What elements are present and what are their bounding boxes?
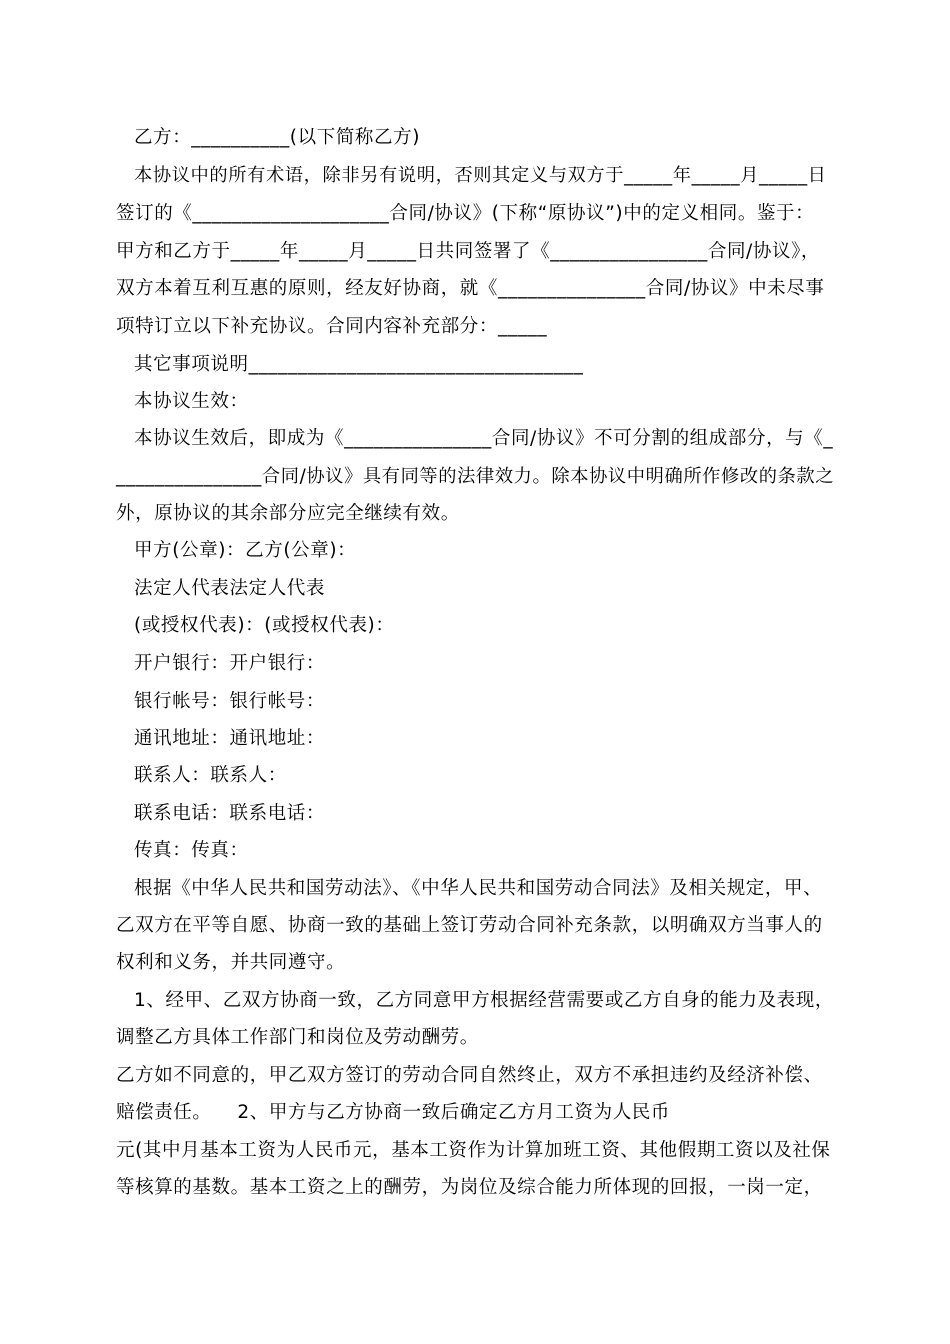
account-line: 银行帐号：银行帐号： [134, 691, 326, 712]
fax-line: 传真：传真： [134, 840, 249, 861]
text-line: 甲方和乙方于_____年_____月_____日共同签署了《________________合同/协议》， [116, 241, 821, 262]
contact-line: 联系人：联系人： [134, 765, 287, 786]
text-line: 权利和义务，并共同遵守。 [116, 952, 346, 973]
text-line: _______________合同/协议》具有同等的法律效力。除本协议中明确所作修改的条款之 [116, 466, 835, 487]
text-line-other-matters: 其它事项说明__________________________________ [134, 354, 584, 375]
text-line: 本协议生效后，即成为《_______________合同/协议》不可分割的组成部分，与《_ [134, 428, 834, 449]
bank-line: 开户银行：开户银行： [134, 653, 326, 674]
text-line: 项特订立以下补充协议。合同内容补充部分：_____ [116, 316, 548, 337]
text-line: 乙方如不同意的，甲乙双方签订的劳动合同自然终止，双方不承担违约及经济补偿、 [116, 1065, 823, 1086]
text-line: 签订的《____________________合同/协议》(下称“原协议”)中的定义相同。鉴于： [116, 203, 815, 224]
text-line: 根据《中华人民共和国劳动法》、《中华人民共和国劳动合同法》及相关规定，甲、 [134, 878, 823, 899]
signature-seal-line: 甲方(公章)：乙方(公章)： [134, 540, 357, 561]
text-line: 等核算的基数。基本工资之上的酬劳，为岗位及综合能力所体现的回报，一岗一定， [116, 1177, 823, 1198]
text-line-effective-heading: 本协议生效： [134, 391, 249, 412]
text-line-party-b: 乙方：__________(以下简称乙方) [134, 127, 421, 148]
text-line: 本协议中的所有术语，除非另有说明，否则其定义与双方于_____年_____月_____日 [134, 165, 827, 186]
signature-representative-line: 法定人代表法定人代表 [134, 578, 326, 599]
text-line: 调整乙方具体工作部门和岗位及劳动酬劳。 [116, 1027, 479, 1048]
address-line: 通讯地址：通讯地址： [134, 728, 326, 749]
clause-2-line: 赔偿责任。 2、甲方与乙方协商一致后确定乙方月工资为人民币 [116, 1102, 670, 1123]
text-line: 双方本着互利互惠的原则，经友好协商，就《_______________合同/协议》中未尽事 [116, 278, 825, 299]
clause-1-line: 1、经甲、乙双方协商一致，乙方同意甲方根据经营需要或乙方自身的能力及表现， [134, 990, 834, 1011]
signature-authorized-line: (或授权代表)：(或授权代表)： [134, 615, 395, 636]
text-line: 乙双方在平等自愿、协商一致的基础上签订劳动合同补充条款，以明确双方当事人的 [116, 915, 823, 936]
text-line: 外，原协议的其余部分应完全继续有效。 [116, 503, 460, 524]
phone-line: 联系电话：联系电话： [134, 803, 326, 824]
text-line: 元(其中月基本工资为人民币元，基本工资作为计算加班工资、其他假期工资以及社保 [116, 1140, 831, 1161]
